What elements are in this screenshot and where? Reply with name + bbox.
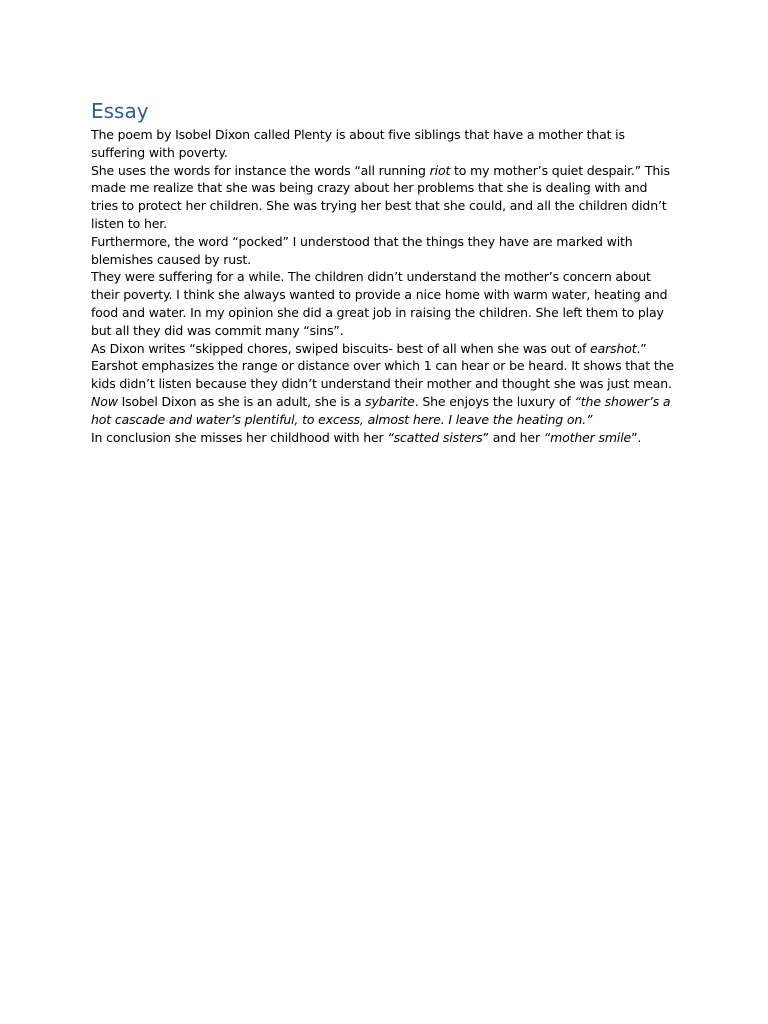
paragraph <box>91 340 676 393</box>
text-segment: .” Earshot emphasizes the range or distance over which 1 can hear or be heard. It shows that the kids didn’t listen because they didn’t understand their mother and thought she was just mean. <box>91 340 674 392</box>
text-segment: She uses the words for instance the words “all running <box>91 162 430 178</box>
italic-text: earshot <box>590 340 637 356</box>
paragraph <box>91 162 676 233</box>
document-body <box>91 98 676 446</box>
paragraph-list <box>91 126 676 446</box>
paragraph <box>91 126 676 162</box>
italic-text: “scatted sisters <box>387 429 483 445</box>
text-segment: In conclusion she misses her childhood with her <box>91 429 388 445</box>
italic-text: “mother smile <box>543 429 632 445</box>
text-segment: Isobel Dixon as she is an adult, she is a <box>117 393 366 409</box>
italic-text: Now <box>91 393 118 409</box>
paragraph <box>91 268 676 339</box>
text-segment: Furthermore, the word “pocked” I understood that the things they have are marked with blemishes caused by rust. <box>91 233 633 267</box>
paragraph <box>91 233 676 269</box>
text-segment: They were suffering for a while. The children didn’t understand the mother’s concern about their poverty. I think she always wanted to provide a nice home with warm water, heating and food and water. In my opinion she did a great job in raising the children. She left them to play but all they did was commit many “sins”. <box>91 269 668 338</box>
text-segment: As Dixon writes “skipped chores, swiped biscuits- best of all when she was out of <box>91 340 591 356</box>
text-segment: ”. <box>631 429 642 445</box>
text-segment: . She enjoys the luxury of <box>414 393 575 409</box>
paragraph <box>91 429 676 447</box>
document-title: Essay <box>91 99 149 123</box>
text-segment: ” and her <box>482 429 544 445</box>
text-segment: to my mother’s quiet despair.” This made me realize that she was being crazy about her problems that she is dealing with and tries to protect her children. She was trying her best that she could, and all the children didn’t listen to her. <box>91 162 670 231</box>
paragraph <box>91 393 676 429</box>
text-segment: The poem by Isobel Dixon called Plenty is about five siblings that have a mother that is suffering with poverty. <box>91 127 625 160</box>
italic-text: riot <box>429 162 451 178</box>
italic-text: sybarite <box>365 393 415 409</box>
italic-text: “the shower’s a hot cascade and water’s plentiful, to excess, almost here. I leave the heating on.” <box>91 393 671 427</box>
